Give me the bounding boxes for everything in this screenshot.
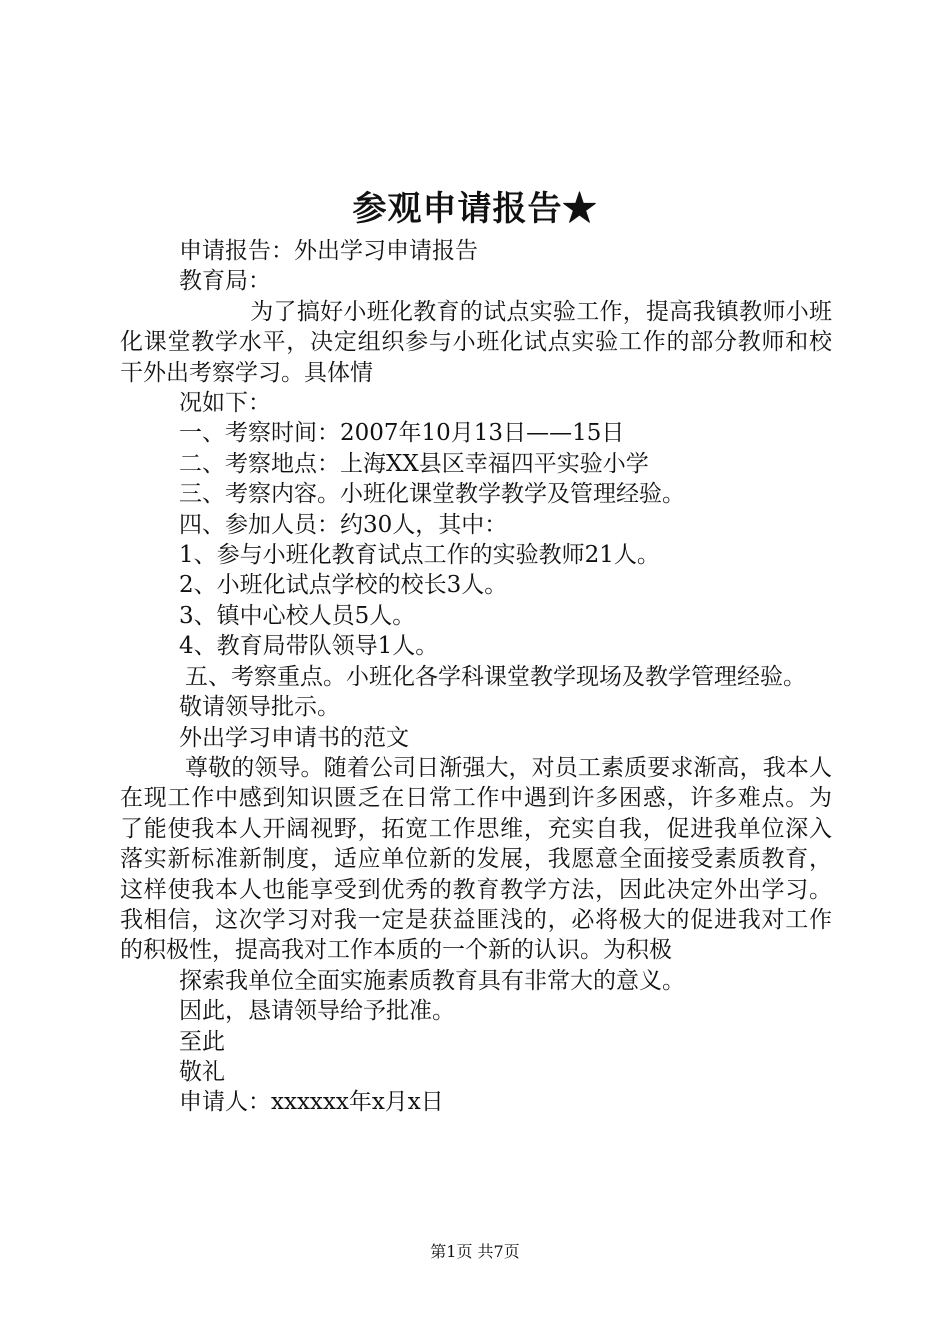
participant-item-3: 3、镇中心校人员5人。 — [179, 602, 416, 629]
intro-paragraph-text: 为了搞好小班化教育的试点实验工作，提高我镇教师小班化课堂教学水平，决定组织参与小班化试点实验工作的部分教师和校干外出考察学习。具体情 — [120, 298, 832, 386]
inspection-focus-paragraph — [120, 662, 832, 692]
participants-line: 四、参加人员：约30人，其中： — [179, 511, 508, 538]
situation-line: 况如下： — [179, 390, 271, 417]
report-subject-line: 申请报告：外出学习申请报告 — [179, 238, 478, 264]
page-footer: 第1页 共7页 — [430, 1242, 520, 1261]
sample-paragraph — [120, 753, 832, 966]
closing-line-2: 敬礼 — [179, 1058, 225, 1085]
inspection-location-line: 二、考察地点：上海XX县区幸福四平实验小学 — [179, 450, 649, 477]
inspection-time-line: 一、考察时间：2007年10月13日——15日 — [179, 420, 625, 447]
intro-paragraph — [120, 297, 832, 388]
inspection-focus-text: 五、考察重点。小班化各学科课堂教学现场及教学管理经验。 — [185, 663, 806, 690]
sample-paragraph-text: 尊敬的领导。随着公司日渐强大，对员工素质要求渐高，我本人在现工作中感到知识匮乏在日常工作中遇到许多困惑，许多难点。为了能使我本人开阔视野，拓宽工作思维，充实自我，促进我单位深入落实新标准新制度，适应单位新的发展，我愿意全面接受素质教育，这样使我本人也能享受到优秀的教育教学方法，因此决定外出学习。我相信，这次学习对我一定是获益匪浅的，必将极大的促进我对工作的积极性，提高我对工作本质的一个新的认识。为积极 — [120, 754, 832, 964]
request-instruction-line: 敬请领导批示。 — [179, 694, 340, 721]
sample-heading-line: 外出学习申请书的范文 — [179, 724, 409, 751]
approval-request-line: 因此，恳请领导给予批准。 — [179, 998, 455, 1025]
participant-item-2: 2、小班化试点学校的校长3人。 — [179, 572, 508, 599]
inspection-content-line: 三、考察内容。小班化课堂教学教学及管理经验。 — [179, 481, 685, 508]
applicant-signature-line: 申请人：xxxxxx年x月x日 — [179, 1089, 444, 1116]
document-body — [120, 236, 832, 1118]
salutation-line: 教育局： — [179, 268, 271, 295]
closing-line-1: 至此 — [179, 1028, 225, 1055]
significance-line: 探索我单位全面实施素质教育具有非常大的意义。 — [179, 967, 685, 994]
page-title: 参观申请报告★ — [352, 189, 598, 229]
participant-item-1: 1、参与小班化教育试点工作的实验教师21人。 — [179, 542, 660, 569]
participant-item-4: 4、教育局带队领导1人。 — [179, 633, 439, 660]
